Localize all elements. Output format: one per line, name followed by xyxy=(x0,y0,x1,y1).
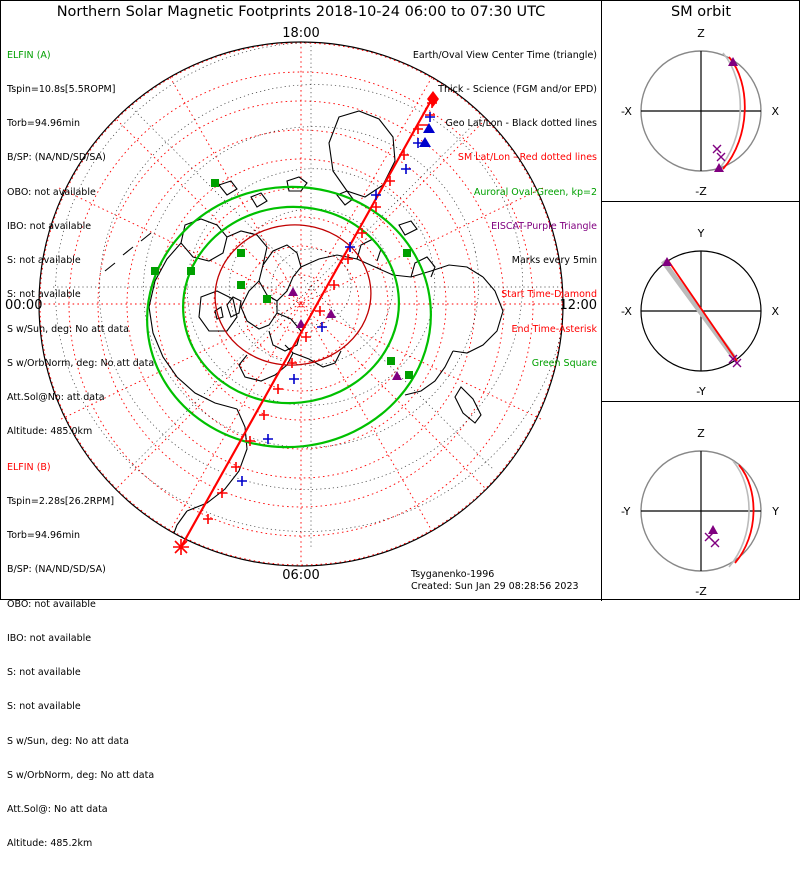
panel-divider-1 xyxy=(601,201,800,202)
probe-a-line: IBO: not available xyxy=(7,220,92,232)
created-label: Created: Sun Jan 29 08:28:56 2023 xyxy=(411,581,579,592)
legend xyxy=(331,27,597,392)
probe-b-line: B/SP: (NA/ND/SD/SA) xyxy=(7,564,106,576)
probe-b-line: S: not available xyxy=(7,667,81,679)
probe-a-line: B/SP: (NA/ND/SD/SA) xyxy=(7,152,106,164)
legend-line: Thick - Science (FGM and/or EPD) xyxy=(438,84,597,96)
probe-a-info xyxy=(7,27,207,460)
legend-line: Green Square xyxy=(531,357,597,369)
orbit-panel-title: SM orbit xyxy=(670,4,732,20)
probe-a-line: Altitude: 485.0km xyxy=(7,426,93,438)
probe-a-line: Att.Sol@No: att data xyxy=(7,392,105,403)
axis-label-left: -X xyxy=(621,305,632,318)
axis-label-bottom: -Z xyxy=(695,185,707,198)
probe-a-line: Torb=94.96min xyxy=(7,118,81,130)
clock-label-top: 18:00 xyxy=(282,26,320,41)
orbit-panel-z-x xyxy=(601,21,800,201)
probe-a-line: S: not available xyxy=(7,255,81,267)
probe-a-line: OBO: not available xyxy=(7,186,96,198)
probe-b-line: S: not available xyxy=(7,701,81,713)
legend-line: EISCAT-Purple Triangle xyxy=(491,220,597,232)
panel-divider-2 xyxy=(601,401,800,402)
page-title: Northern Solar Magnetic Footprints 2018-10-24 06:00 to 07:30 UTC xyxy=(56,4,546,20)
orbit-panel-z-y xyxy=(601,421,800,601)
clock-label-left: 00:00 xyxy=(5,298,43,313)
probe-a-name: ELFIN (A) xyxy=(7,49,51,61)
axis-label-top: Y xyxy=(697,227,705,240)
clock-label-bottom: 06:00 xyxy=(282,568,320,583)
probe-b-line: Altitude: 485.2km xyxy=(7,838,93,850)
probe-b-line: OBO: not available xyxy=(7,598,96,610)
probe-b-name: ELFIN (B) xyxy=(7,461,51,473)
axis-label-left: -Y xyxy=(621,505,631,518)
probe-b-line: Att.Sol@: No att data xyxy=(7,804,108,815)
probe-b-info xyxy=(7,439,207,872)
probe-b-line: S w/OrbNorm, deg: No att data xyxy=(7,769,155,781)
orbit-panel-y-x xyxy=(601,221,800,401)
legend-line: SM Lat/Lon - Red dotted lines xyxy=(457,152,597,164)
legend-line: Auroral Oval-Green, kp=2 xyxy=(473,186,597,198)
probe-b-line: Tspin=2.28s[26.2RPM] xyxy=(7,496,115,508)
probe-b-line: Torb=94.96min xyxy=(7,530,81,542)
axis-label-right: Y xyxy=(772,505,779,518)
probe-a-line: Tspin=10.8s[5.5ROPM] xyxy=(7,84,116,96)
model-label: Tsyganenko-1996 xyxy=(411,569,495,580)
axis-label-right: X xyxy=(771,105,779,118)
legend-line: Marks every 5min xyxy=(511,255,597,267)
probe-a-line: S w/Sun, deg: No att data xyxy=(7,323,129,335)
probe-a-line: S: not available xyxy=(7,289,81,301)
axis-label-bottom: -Z xyxy=(695,585,707,598)
legend-line: Geo Lat/Lon - Black dotted lines xyxy=(445,118,597,130)
axis-label-right: X xyxy=(771,305,779,318)
legend-line: Start Time-Diamond xyxy=(501,289,597,301)
probe-a-line: S w/OrbNorm, deg: No att data xyxy=(7,357,155,369)
probe-b-line: IBO: not available xyxy=(7,632,92,644)
axis-label-top: Z xyxy=(697,427,705,440)
axis-label-top: Z xyxy=(697,27,705,40)
axis-label-bottom: -Y xyxy=(696,385,706,398)
legend-line: End Time-Asterisk xyxy=(511,323,597,335)
probe-b-line: S w/Sun, deg: No att data xyxy=(7,735,129,747)
axis-label-left: -X xyxy=(621,105,632,118)
clock-label-right: 12:00 xyxy=(559,298,597,313)
legend-line: Earth/Oval View Center Time (triangle) xyxy=(412,49,597,61)
